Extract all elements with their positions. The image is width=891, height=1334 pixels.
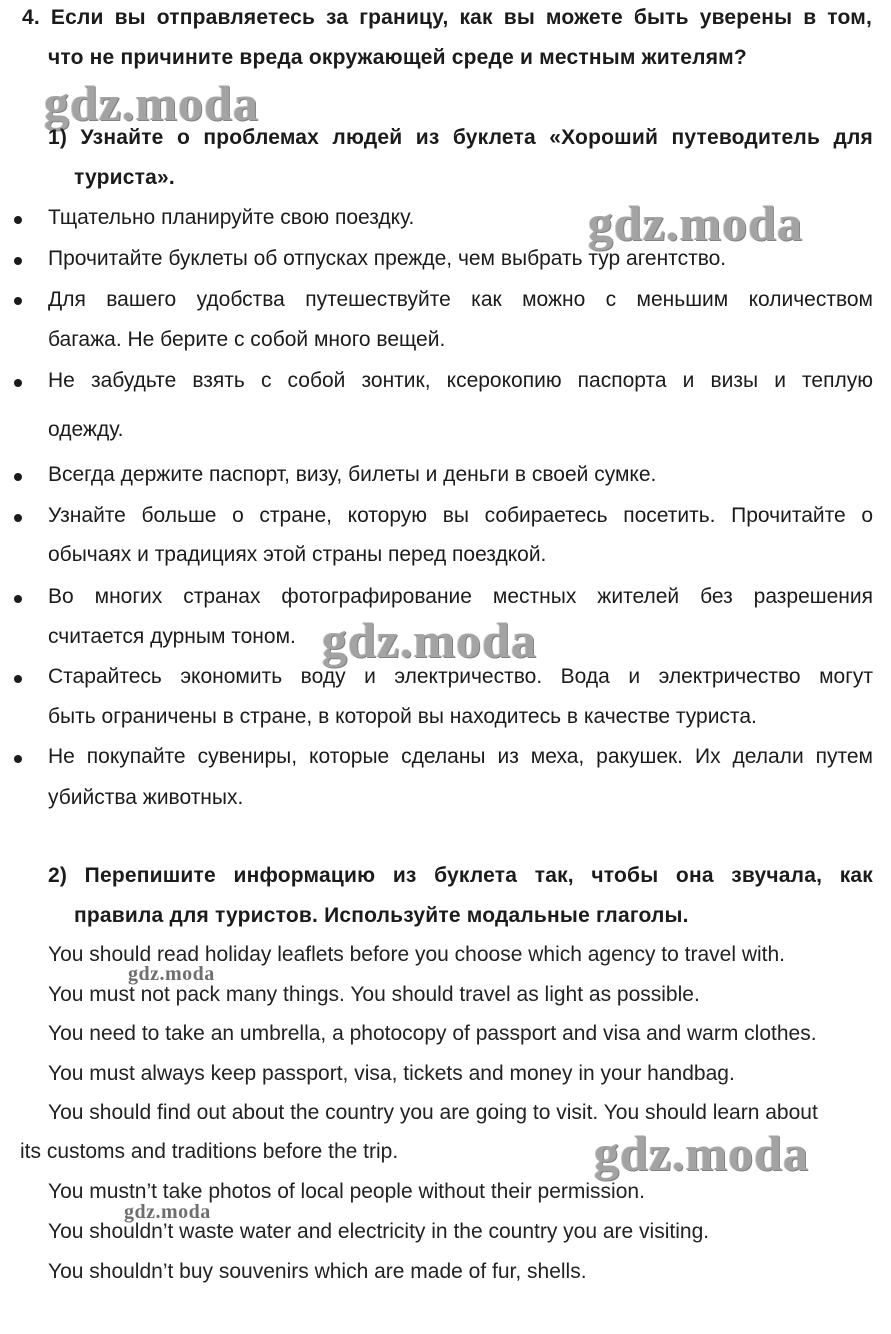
watermark-logo: gdz.moda	[322, 612, 537, 668]
bullet-item-text: Не забудьте взять с собой зонтик, ксерокопию паспорта и визы и теплую	[48, 369, 873, 392]
bullet-item-text: Для вашего удобства путешествуйте как можно с меньшим количеством	[48, 288, 873, 311]
bullet-item-text: багажа. Не берите с собой много вещей.	[48, 328, 446, 351]
bullet-item-text: Во многих странах фотографирование местных жителей без разрешения	[48, 585, 873, 608]
watermark-logo-small: gdz.moda	[124, 1201, 211, 1223]
rule-line: You need to take an umbrella, a photocopy of passport and visa and warm clothes.	[48, 1022, 817, 1045]
watermark-logo: gdz.moda	[594, 1125, 809, 1181]
bullet-item-text: быть ограничены в стране, в которой вы находитесь в качестве туриста.	[48, 705, 757, 728]
task2-heading-line-2: правила для туристов. Используйте модальные глаголы.	[74, 904, 689, 927]
rule-line: You should find out about the country you are going to visit. You should learn about	[48, 1101, 818, 1124]
rule-line: You mustn’t take photos of local people without their permission.	[48, 1180, 645, 1203]
bullet-dot	[14, 595, 22, 603]
watermark-logo-small: gdz.moda	[128, 963, 215, 985]
watermark-logo: gdz.moda	[588, 195, 803, 251]
bullet-item-text: Не покупайте сувениры, которые сделаны из меха, ракушек. Их делали путем	[48, 745, 873, 768]
rule-line: You must always keep passport, visa, tickets and money in your handbag.	[48, 1062, 735, 1085]
bullet-dot	[14, 473, 22, 481]
bullet-item-text: одежду.	[48, 418, 124, 441]
rule-line: its customs and traditions before the trip.	[20, 1140, 399, 1163]
task1-heading-line-2: туриста».	[74, 166, 175, 189]
bullet-dot	[14, 675, 22, 683]
bullet-item-text: Всегда держите паспорт, визу, билеты и деньги в своей сумке.	[48, 463, 657, 486]
rule-line: You shouldn’t buy souvenirs which are made of fur, shells.	[48, 1260, 587, 1283]
bullet-item-text: Узнайте больше о стране, которую вы собираетесь посетить. Прочитайте о	[48, 504, 873, 527]
task1-heading-line-1: 1) Узнайте о проблемах людей из буклета «Хороший путеводитель для	[48, 126, 873, 149]
bullet-item-text: Старайтесь экономить воду и электричество. Вода и электричество могут	[48, 665, 873, 688]
rule-line: You should read holiday leaflets before you choose which agency to travel with.	[48, 943, 786, 966]
bullet-item-text: обычаях и традициях этой страны перед поездкой.	[48, 543, 547, 566]
bullet-dot	[14, 216, 22, 224]
task2-heading-line-1: 2) Перепишите информацию из буклета так, чтобы она звучала, как	[48, 864, 873, 887]
bullet-item-text: Тщательно планируйте свою поездку.	[48, 206, 415, 229]
rule-line: You shouldn’t waste water and electricity in the country you are visiting.	[48, 1220, 710, 1243]
rule-line: You must not pack many things. You should travel as light as possible.	[48, 983, 700, 1006]
bullet-dot	[14, 379, 22, 387]
bullet-item-text: считается дурным тоном.	[48, 625, 296, 648]
bullet-item-text: Прочитайте буклеты об отпусках прежде, чем выбрать тур агентство.	[48, 247, 727, 270]
question-line-1: 4. Если вы отправляетесь за границу, как вы можете быть уверены в том,	[22, 6, 872, 29]
bullet-dot	[14, 257, 22, 265]
bullet-dot	[14, 755, 22, 763]
watermark-logo: gdz.moda	[44, 75, 259, 131]
bullet-dot	[14, 514, 22, 522]
bullet-item-text: убийства животных.	[48, 786, 244, 809]
bullet-dot	[14, 297, 22, 305]
question-line-2: что не причините вреда окружающей среде и местным жителям?	[48, 46, 747, 69]
